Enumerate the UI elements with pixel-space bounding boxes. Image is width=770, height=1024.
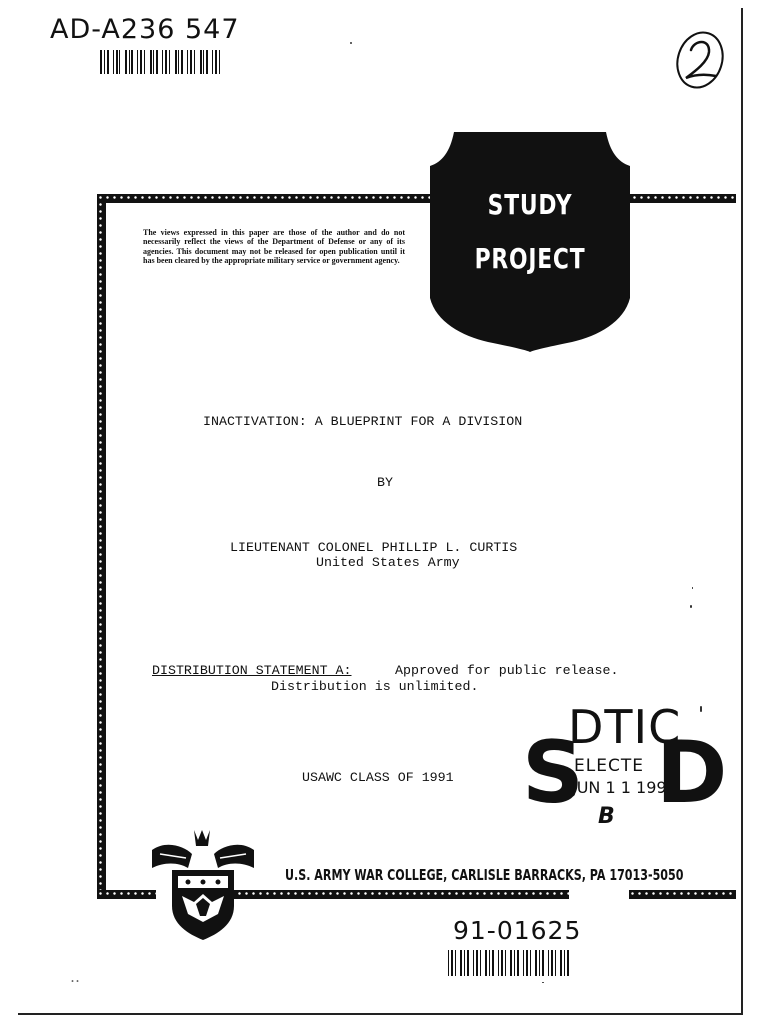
college-address: U.S. ARMY WAR COLLEGE, CARLISLE BARRACKS, PA 17013-5050 xyxy=(285,866,684,884)
study-project-emblem xyxy=(430,130,630,352)
ad-number: AD-A236 547 xyxy=(50,14,240,45)
dtic-title: DTIC xyxy=(568,700,682,754)
dtic-stamp xyxy=(520,700,728,830)
page-edge-right xyxy=(741,8,743,1014)
document-title: INACTIVATION: A BLUEPRINT FOR A DIVISION xyxy=(203,414,523,429)
dtic-letter-s: S xyxy=(522,723,584,823)
disclaimer-text: The views expressed in this paper are those of the author and do not necessarily reflect the views of the Department of Defense or any of its agencies. This document may not be released for open publication until it has been cleared by the appropriate military service or government agency. xyxy=(143,228,405,266)
author-affiliation: United States Army xyxy=(316,555,460,570)
barcode-bottom xyxy=(448,950,578,976)
handwritten-circled-number xyxy=(672,28,728,92)
scan-speck xyxy=(542,982,544,983)
class-of-line: USAWC CLASS OF 1991 xyxy=(302,770,454,785)
scan-speck xyxy=(690,605,692,608)
document-number: 91-01625 xyxy=(453,916,582,945)
scan-speck xyxy=(700,706,702,712)
dtic-electe: ELECTE xyxy=(574,756,644,776)
scan-blur-mark: ․․ xyxy=(70,968,81,986)
dtic-letter-d: D xyxy=(656,723,728,823)
scan-speck xyxy=(350,42,352,44)
scan-speck xyxy=(692,587,693,589)
emblem-study-text: STUDY xyxy=(487,188,573,221)
barcode-top xyxy=(100,50,230,74)
distribution-text-1: Approved for public release. xyxy=(395,663,619,678)
dtic-letter-b: B xyxy=(598,804,615,829)
page-edge-bottom xyxy=(18,1013,743,1015)
by-line: BY xyxy=(377,475,393,490)
army-war-college-crest-icon xyxy=(148,826,258,942)
distribution-text-2: Distribution is unlimited. xyxy=(271,679,479,694)
emblem-project-text: PROJECT xyxy=(474,242,586,275)
distribution-statement-label: DISTRIBUTION STATEMENT A: xyxy=(152,663,352,678)
dtic-date: JUN 1 1 1991 xyxy=(572,778,677,797)
author-name: LIEUTENANT COLONEL PHILLIP L. CURTIS xyxy=(230,540,518,555)
